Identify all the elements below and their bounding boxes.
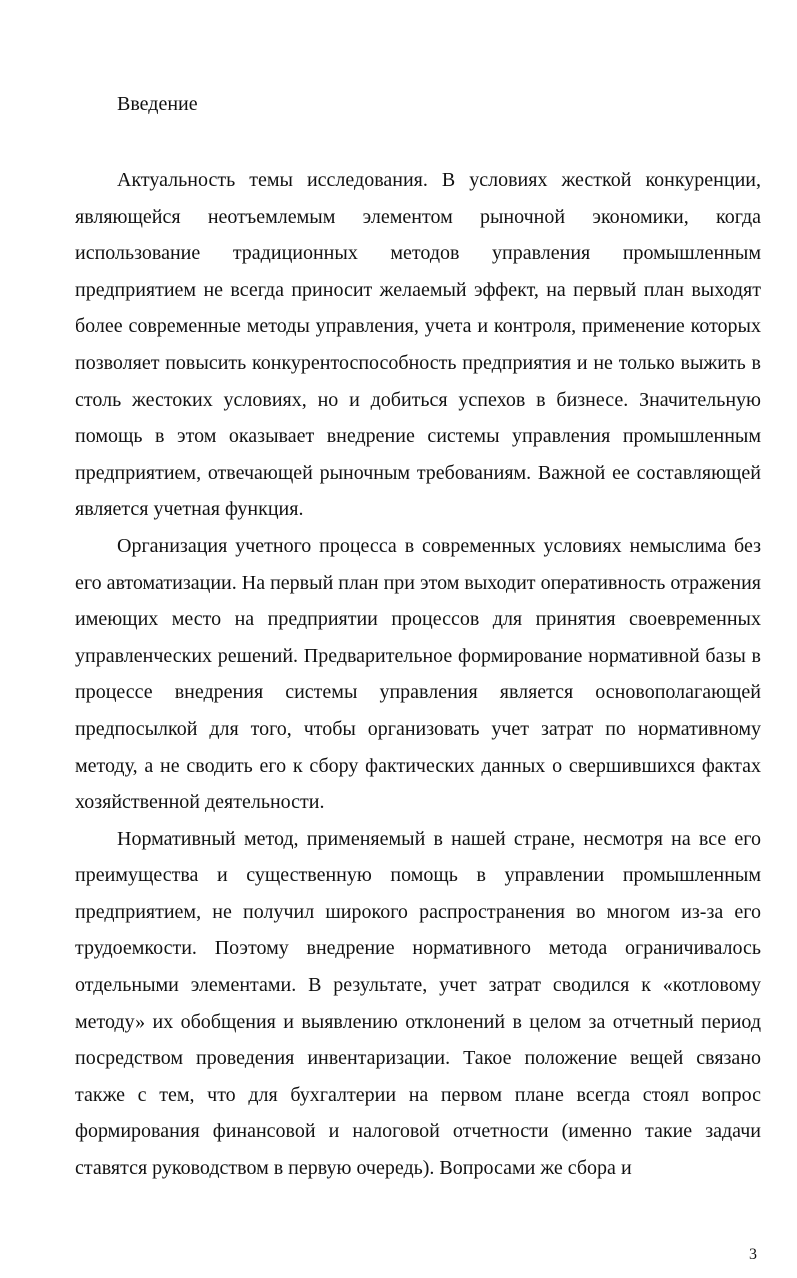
body-text	[75, 162, 761, 1187]
section-heading: Введение	[117, 93, 198, 115]
page-number: 3	[749, 1246, 757, 1263]
paragraph-normative-method: Нормативный метод, применяемый в нашей стране, несмотря на все его преимущества и существенную помощь в управлении промышленным предприятием, не получил широкого распространения во многом из-за его трудоемкости. Поэтому внедрение нормативного метода ограничивалось отдельными элементами. В результате, учет затрат сводился к «котловому методу» их обобщения и выявлению отклонений в целом за отчетный период посредством проведения инвентаризации. Такое положение вещей связано также с тем, что для бухгалтерии на первом плане всегда стоял вопрос формирования финансовой и налоговой отчетности (именно такие задачи ставятся руководством в первую очередь). Вопросами же сбора и	[75, 827, 761, 1180]
paragraph-relevance: Актуальность темы исследования. В условиях жесткой конкуренции, являющейся неотъемлемым элементом рыночной экономики, когда использование традиционных методов управления промышленным предприятием не всегда приносит желаемый эффект, на первый план выходят более современные методы управления, учета и контроля, применение которых позволяет повысить конкурентоспособность предприятия и не только выжить в столь жестоких условиях, но и добиться успехов в бизнесе. Значительную помощь в этом оказывает внедрение системы управления промышленным предприятием, отвечающей рыночным требованиям. Важной ее составляющей является учетная функция.	[75, 169, 761, 521]
paragraph-accounting-organization: Организация учетного процесса в современных условиях немыслима без его автоматизации. На первый план при этом выходит оперативность отражения имеющих место на предприятии процессов для принятия своевременных управленческих решений. Предварительное формирование нормативной базы в процессе внедрения системы управления является основополагающей предпосылкой для того, чтобы организовать учет затрат по нормативному методу, а не сводить его к сбору фактических данных о свершившихся фактах хозяйственной деятельности.	[75, 534, 761, 814]
